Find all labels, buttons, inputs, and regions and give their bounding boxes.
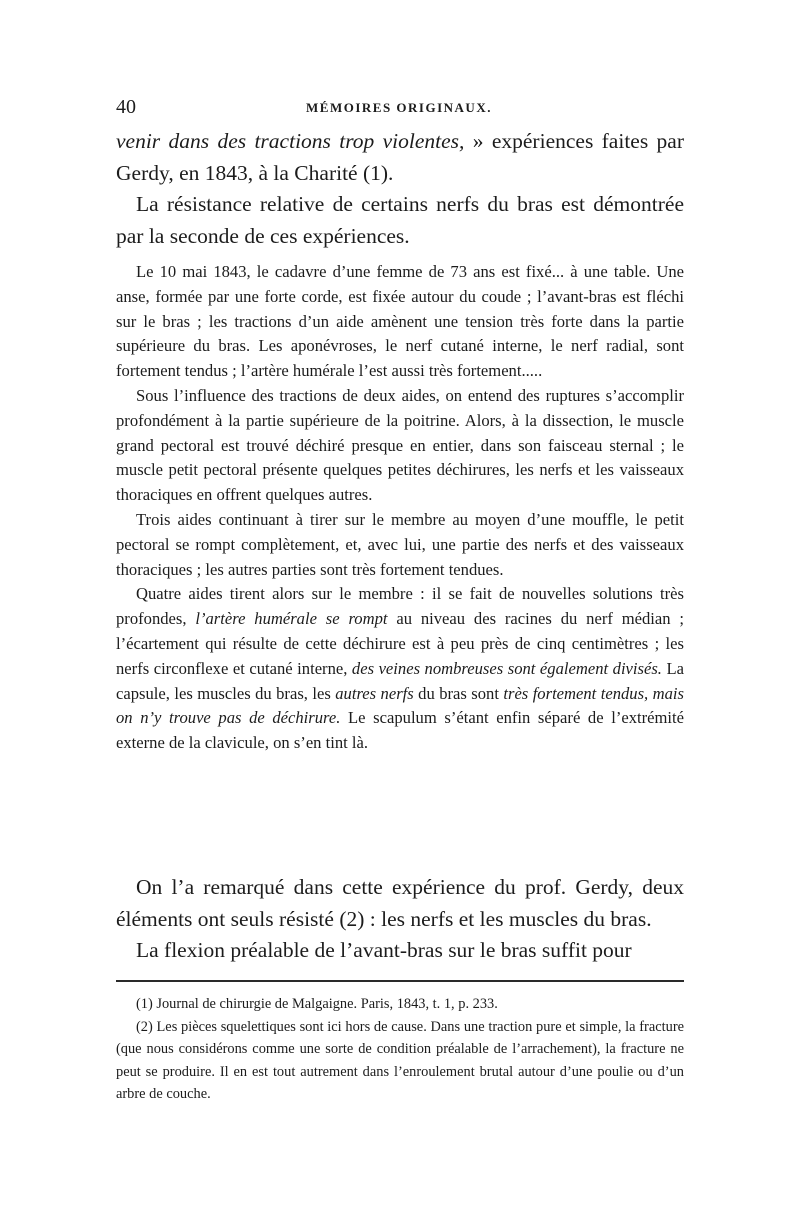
experiment-text-i: Le scapulum s’étant enfin séparé de l’extrémité externe de la clavicule, on s’en tint là. (116, 708, 685, 753)
page-number: 40 (116, 96, 136, 118)
intro-quote-italic: venir dans des tractions trop violentes, (116, 129, 465, 153)
conclusion-section (116, 872, 684, 967)
page-header (116, 96, 686, 124)
experiment-paragraph-4 (116, 582, 684, 756)
experiment-italic-veins: des veines nombreuses sont également divisés. (351, 658, 662, 678)
experiment-text-a: Quatre aides tirent alors sur le membre : il se fait de nouvelles solutions très profondes, (116, 584, 684, 629)
experiment-italic-artery: l’artère humérale se rompt (195, 609, 388, 629)
intro-continuation: » expériences faites par Gerdy, en 1843, à la Charité (1). (116, 129, 684, 185)
running-head: MÉMOIRES ORIGINAUX. (306, 100, 492, 115)
experiment-text-g: du bras sont (413, 683, 504, 703)
intro-section (116, 126, 684, 252)
experiment-text-c: au niveau des racines du nerf médian ; l’écartement qui résulte de cette déchirure est à peu près de cinq centimètres ; les nerfs circonflexe et cutané interne, (116, 609, 685, 678)
experiment-paragraph-2: Sous l’influence des tractions de deux aides, on entend des ruptures s’accomplir profondément à la partie supérieure de la poitrine. Alors, à la dissection, le muscle grand pectoral est trouvé déchiré presque en entier, dans son faisceau sternal ; le muscle petit pectoral présente quelques petites déchirures, les nerfs et les vaisseaux thoraciques en offrent quelques autres. (116, 385, 684, 505)
experiment-italic-nerves: autres nerfs (335, 683, 414, 703)
experiment-italic-tension: très fortement tendus, mais on n’y trouve pas de déchirure. (116, 683, 684, 728)
intro-paragraph-1 (116, 126, 684, 189)
conclusion-paragraph-1: On l’a remarqué dans cette expérience du prof. Gerdy, deux éléments ont seuls résisté (2) : les nerfs et les muscles du bras. (116, 875, 684, 931)
footnotes-section (116, 993, 684, 1106)
intro-paragraph-2: La résistance relative de certains nerfs du bras est démontrée par la seconde de ces expériences. (116, 192, 684, 248)
conclusion-paragraph-2: La flexion préalable de l’avant-bras sur le bras suffit pour (136, 938, 632, 962)
experiment-paragraph-1: Le 10 mai 1843, le cadavre d’une femme de 73 ans est fixé... à une table. Une anse, formée par une forte corde, est fixée autour du coude ; l’avant-bras est fléchi sur le bras ; les tractions d’un aide amènent une tension très forte dans la partie supérieure du bras. Les aponévroses, le nerf cutané interne, le nerf radial, sont fortement tendus ; l’artère humérale l’est aussi très fortement..... (116, 262, 684, 381)
footnote-2: (2) Les pièces squelettiques sont ici hors de cause. Dans une traction pure et simple, la fracture (que nous considérons comme une sorte de condition préalable de l’arrachement), la fracture ne peut se produire. Il en est tout autrement dans l’enroulement brutal autour d’une poulie ou d’un arbre de couche. (116, 1018, 684, 1103)
footnote-1: (1) Journal de chirurgie de Malgaigne. Paris, 1843, t. 1, p. 233. (136, 996, 498, 1012)
footnote-divider (116, 980, 684, 982)
experiment-text-e: La capsule, les muscles du bras, les (116, 658, 684, 703)
experiment-section (116, 260, 684, 756)
experiment-paragraph-3: Trois aides continuant à tirer sur le membre au moyen d’une mouffle, le petit pectoral se rompt complètement, et, avec lui, une partie des nerfs et des vaisseaux thoraciques ; les autres parties sont très fortement tendues. (116, 509, 684, 579)
